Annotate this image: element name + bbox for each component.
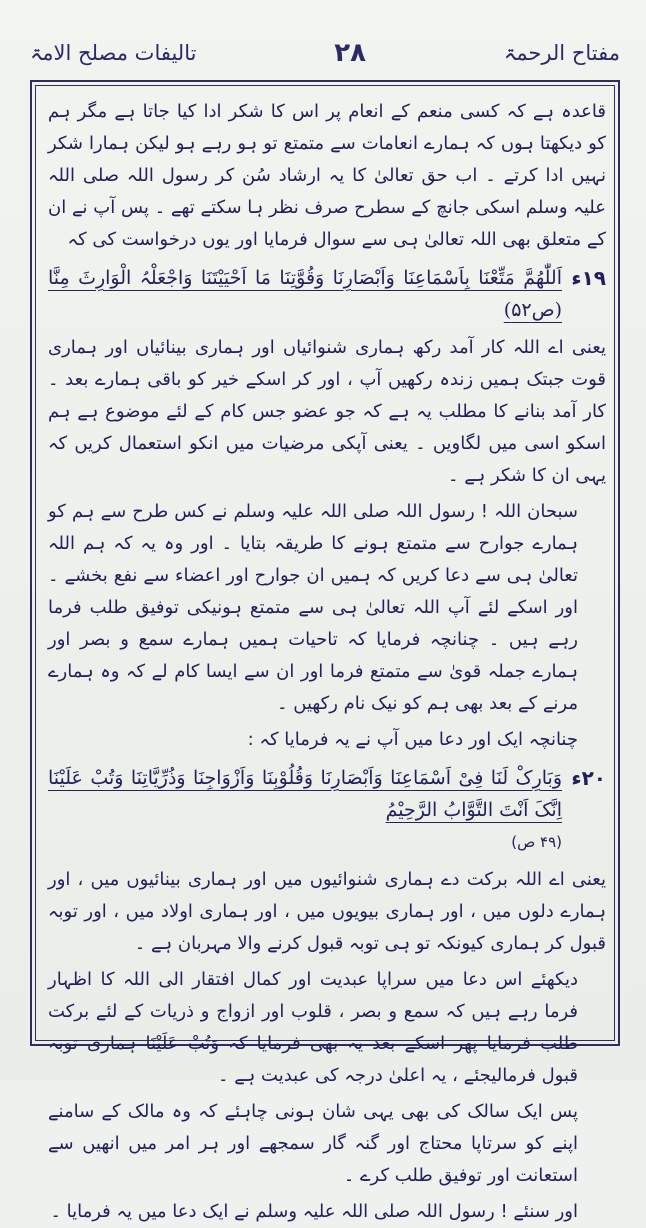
page-header [30,28,620,78]
header-book-title: مفتاح الرحمۃ [503,41,620,65]
page-body [48,96,606,1222]
prayer-reference: (۴۹ ص) [511,833,562,851]
prayer-20 [48,762,606,858]
arabic-prayer-text: وَبَارِکْ لَنَا فِیْ اَسْمَاعِنَا وَاَبْصَارِنَا وَقُلُوْبِنَا وَاَزْوَاجِنَا وَذُرِّیَّاتِنَا وَتُبْ عَلَیْنَا اِنَّکَ اَنْتَ التَّوَّابُ الرَّحِیْمُ [48,767,562,821]
paragraph-commentary: دیکھئے اس دعا میں سراپا عبدیت اور کمال افتقار الی اللہ کا اظہار فرما رہے ہیں کہ سمع و بصر ، قلوب اور ازواج و ذریات کے لئے برکت طلب فرمایا پھر اسکے بعد یہ بھی فرمایا کہ وَتُبْ عَلَیْنَا ہماری توبہ قبول فرمالیجئے ، یہ اعلیٰ درجہ کی عبدیت ہے ۔ [48,969,578,1086]
page-number: ۲۸ [334,38,367,68]
prayer-number: ۱۹ء [571,266,606,290]
paragraph-explanation: سبحان اللہ ! رسول اللہ صلی اللہ علیہ وسلم نے کس طرح سے ہم کو ہمارے جوارح سے متمتع ہونے کا طریقہ بتایا ۔ اور وہ یہ کہ ہم اللہ تعالیٰ ہی سے دعا کریں کہ ہمیں ان جوارح اور اعضاء سے نفع بخشے ۔ اور اسکے لئے آپ اللہ تعالیٰ ہی سے متمتع ہونیکی توفیق طلب فرما رہے ہیں ۔ چنانچہ فرمایا کہ تاحیات ہمیں ہمارے سمع و بصر اور ہمارے جملہ قویٰ سے متمتع فرما اور ان سے ایسا کام لے کہ وہ ہمارے مرنے کے بعد بھی ہم کو نیک نام رکھیں ۔ [48,501,578,714]
arabic-prayer-text: اَللّٰھُمَّ مَتِّعْنَا بِاَسْمَاعِنَا وَاَبْصَارِنَا وَقُوَّتِنَا مَا اَحْیَیْتَنَا وَاجْعَلْہُ الْوَارِثَ مِنَّا (ص۵۲) [48,267,562,321]
header-series-title: تالیفات مصلح الامۃ [30,41,197,65]
paragraph-intro: قاعدہ ہے کہ کسی منعم کے انعام پر اس کا شکر ادا کیا جاتا ہے مگر ہم کو دیکھتا ہوں کہ ہمارے انعامات سے متمتع تو ہو رہے ہو لیکن ہمارا شکر نہیں ادا کرتے ۔ اب حق تعالیٰ کا یہ ارشاد سُن کر رسول اللہ صلی اللہ علیہ وسلم اسکی جانچ کے سطرح صرف نظر ہا سکتے تھے ۔ پس آپ نے ان کے متعلق بھی اللہ تعالیٰ ہی سے سوال فرمایا اور یوں درخواست کی کہ [48,101,606,250]
paragraph-lead-in: چنانچہ ایک اور دعا میں آپ نے یہ فرمایا کہ : [247,729,578,750]
paragraph-closing: اور سنئے ! رسول اللہ صلی اللہ علیہ وسلم نے ایک دعا میں یہ فرمایا ۔ [50,1201,578,1222]
paragraph-translation-19: یعنی اے اللہ کار آمد رکھ ہماری شنوائیاں اور ہماری بینائیاں اور ہماری قوت جبتک ہمیں زندہ رکھیں آپ ، اور کر اسکے خیر کو باقی ہمارے بعد ۔ کار آمد بنانے کا مطلب یہ ہے کہ جو عضو جس کام کے لئے موضوع ہے ہم اسکو اسی میں لگاویں ۔ یعنی آپکی مرضیات میں انکو استعمال کریں کہ یہی ان کا شکر ہے ۔ [48,337,606,486]
paragraph-seeker: پس ایک سالک کی بھی یہی شان ہونی چاہئے کہ وہ مالک کے سامنے اپنے کو سرتاپا محتاج اور گنہ گار سمجھے اور ہر امر میں انھیں سے استعانت اور توفیق طلب کرے ۔ [48,1101,578,1186]
prayer-19 [48,262,606,326]
prayer-number: ۲۰ء [571,766,606,790]
paragraph-translation-20: یعنی اے اللہ برکت دے ہماری شنوائیوں میں اور ہماری بینائیوں میں ، اور ہمارے دلوں میں ، اور ہماری بیویوں میں ، اور ہماری اولاد میں ، اور توبہ قبول کر ہماری کیونکہ تو ہی توبہ قبول کرنے والا مہربان ہے ۔ [48,869,606,954]
